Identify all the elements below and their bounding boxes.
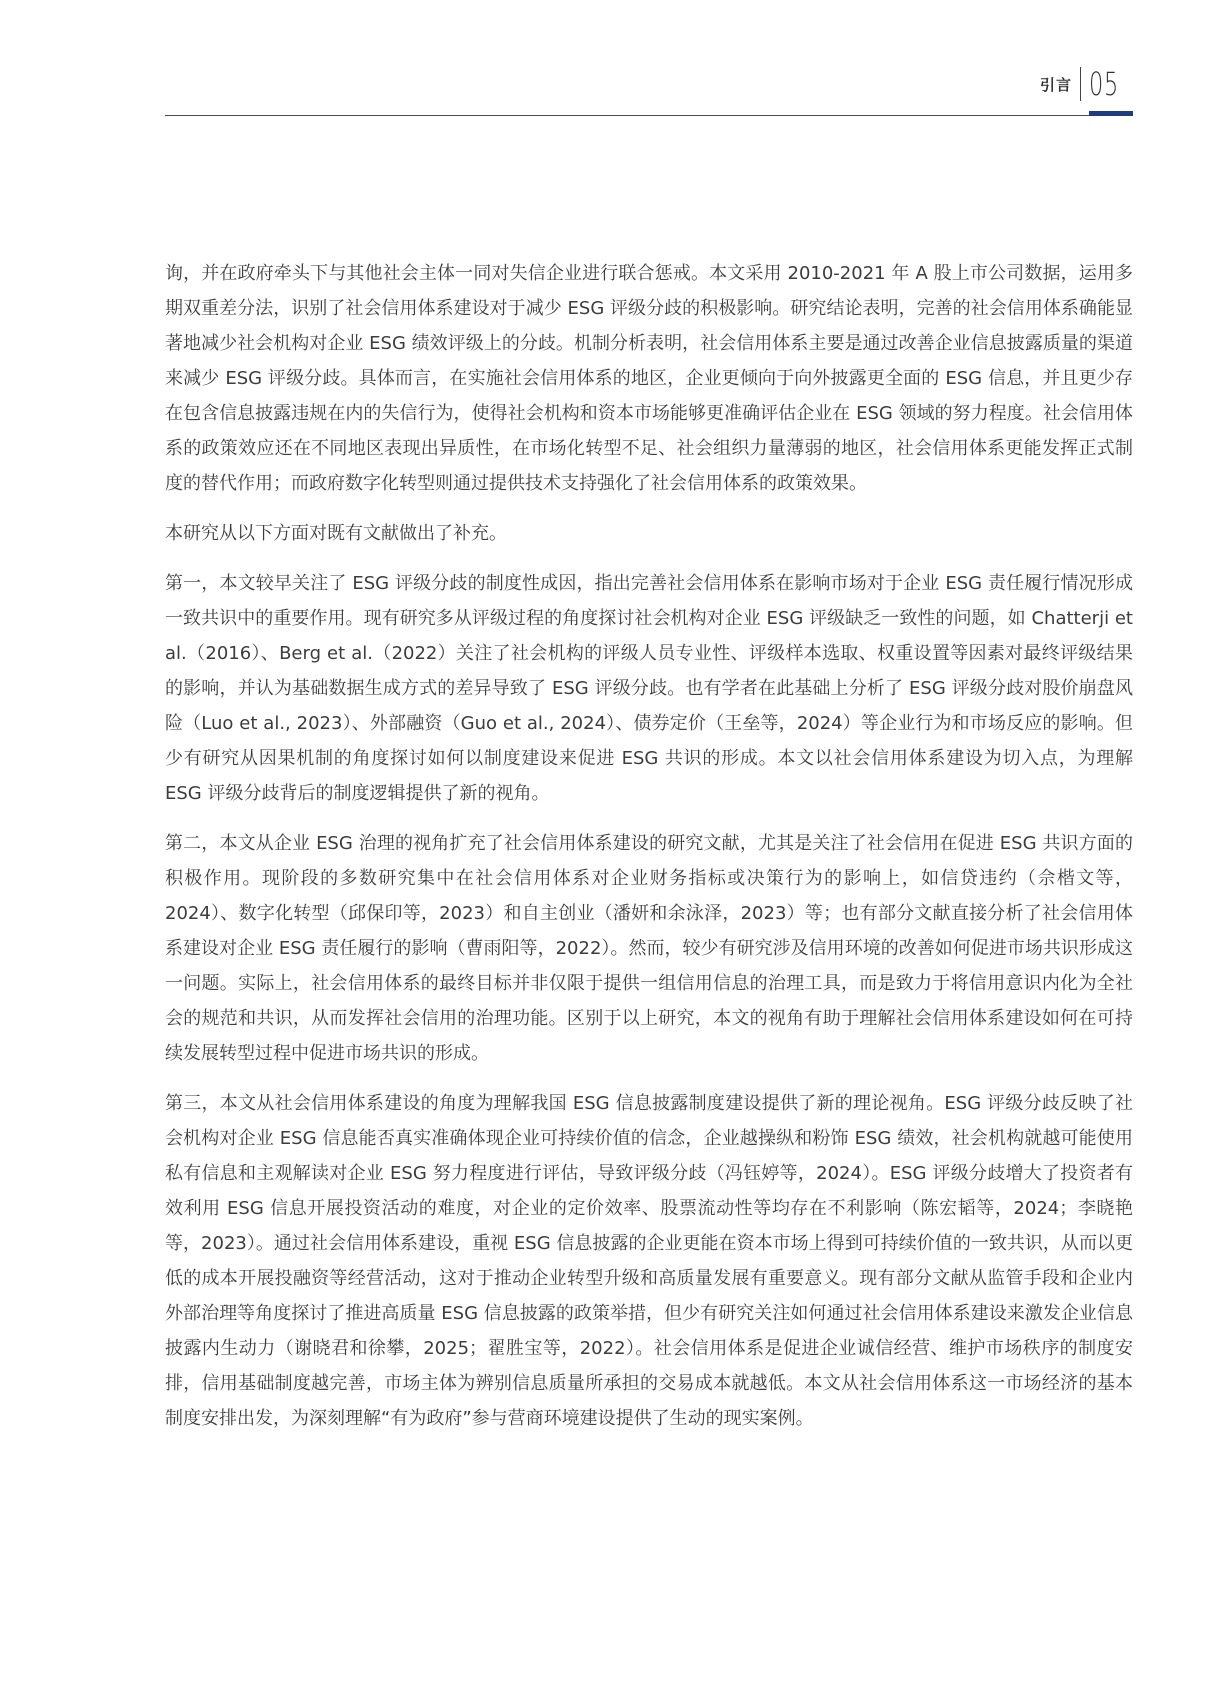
header-accent-bar [1089, 111, 1133, 116]
paragraph-intro-continued: 询，并在政府牵头下与其他社会主体一同对失信企业进行联合惩戒。本文采用 2010-2021 年 A 股上市公司数据，运用多期双重差分法，识别了社会信用体系建设对于减少 ESG 评级分歧的积极影响。研究结论表明，完善的社会信用体系确能显著地减少社会机构对企业 ESG 绩效评级上的分歧。机制分析表明，社会信用体系主要是通过改善企业信息披露质量的渠道来减少 ESG 评级分歧。具体而言，在实施社会信用体系的地区，企业更倾向于向外披露更全面的 ESG 信息，并且更少存在包含信息披露违规在内的失信行为，使得社会机构和资本市场能够更准确评估企业在 ESG 领域的努力程度。社会信用体系的政策效应还在不同地区表现出异质性，在市场化转型不足、社会组织力量薄弱的地区，社会信用体系更能发挥正式制度的替代作用；而政府数字化转型则通过提供技术支持强化了社会信用体系的政策效果。 [165, 263, 1133, 494]
body-text [165, 256, 1133, 1451]
paragraph-contributions-lead: 本研究从以下方面对既有文献做出了补充。 [165, 523, 507, 544]
page-header [165, 58, 1133, 116]
header-right-group [1040, 64, 1133, 104]
page-number: 05 [1089, 65, 1119, 103]
paragraph-contribution-first: 第一，本文较早关注了 ESG 评级分歧的制度性成因，指出完善社会信用体系在影响市场对于企业 ESG 责任履行情况形成一致共识中的重要作用。现有研究多从评级过程的角度探讨社会机构对企业 ESG 评级缺乏一致性的问题，如 Chatterji et al.（2016）、Berg et al.（2022）关注了社会机构的评级人员专业性、评级样本选取、权重设置等因素对最终评级结果的影响，并认为基础数据生成方式的差异导致了 ESG 评级分歧。也有学者在此基础上分析了 ESG 评级分歧对股价崩盘风险（Luo et al., 2023）、外部融资（Guo et al., 2024）、债券定价（王垒等，2024）等企业行为和市场反应的影响。但少有研究从因果机制的角度探讨如何以制度建设来促进 ESG 共识的形成。本文以社会信用体系建设为切入点，为理解 ESG 评级分歧背后的制度逻辑提供了新的视角。 [165, 573, 1133, 804]
header-divider [1080, 67, 1081, 101]
paragraph-contribution-third: 第三，本文从社会信用体系建设的角度为理解我国 ESG 信息披露制度建设提供了新的理论视角。ESG 评级分歧反映了社会机构对企业 ESG 信息能否真实准确体现企业可持续价值的信念，企业越操纵和粉饰 ESG 绩效，社会机构就越可能使用私有信息和主观解读对企业 ESG 努力程度进行评估，导致评级分歧（冯钰婷等，2024）。ESG 评级分歧增大了投资者有效利用 ESG 信息开展投资活动的难度，对企业的定价效率、股票流动性等均存在不利影响（陈宏韬等，2024；李晓艳等，2023）。通过社会信用体系建设，重视 ESG 信息披露的企业更能在资本市场上得到可持续价值的一致共识，从而以更低的成本开展投融资等经营活动，这对于推动企业转型升级和高质量发展有重要意义。现有部分文献从监管手段和企业内外部治理等角度探讨了推进高质量 ESG 信息披露的政策举措，但少有研究关注如何通过社会信用体系建设来激发企业信息披露内生动力（谢晓君和徐攀，2025；翟胜宝等，2022）。社会信用体系是促进企业诚信经营、维护市场秩序的制度安排，信用基础制度越完善，市场主体为辨别信息质量所承担的交易成本就越低。本文从社会信用体系这一市场经济的基本制度安排出发，为深刻理解“有为政府”参与营商环境建设提供了生动的现实案例。 [165, 1093, 1133, 1429]
section-label: 引言 [1039, 75, 1072, 94]
header-rule [165, 115, 1133, 116]
paragraph-contribution-second: 第二，本文从企业 ESG 治理的视角扩充了社会信用体系建设的研究文献，尤其是关注了社会信用在促进 ESG 共识方面的积极作用。现阶段的多数研究集中在社会信用体系对企业财务指标或决策行为的影响上，如信贷违约（佘楷文等，2024）、数字化转型（邱保印等，2023）和自主创业（潘妍和余泳泽，2023）等；也有部分文献直接分析了社会信用体系建设对企业 ESG 责任履行的影响（曹雨阳等，2022）。然而，较少有研究涉及信用环境的改善如何促进市场共识形成这一问题。实际上，社会信用体系的最终目标并非仅限于提供一组信用信息的治理工具，而是致力于将信用意识内化为全社会的规范和共识，从而发挥社会信用的治理功能。区别于以上研究，本文的视角有助于理解社会信用体系建设如何在可持续发展转型过程中促进市场共识的形成。 [165, 833, 1133, 1064]
